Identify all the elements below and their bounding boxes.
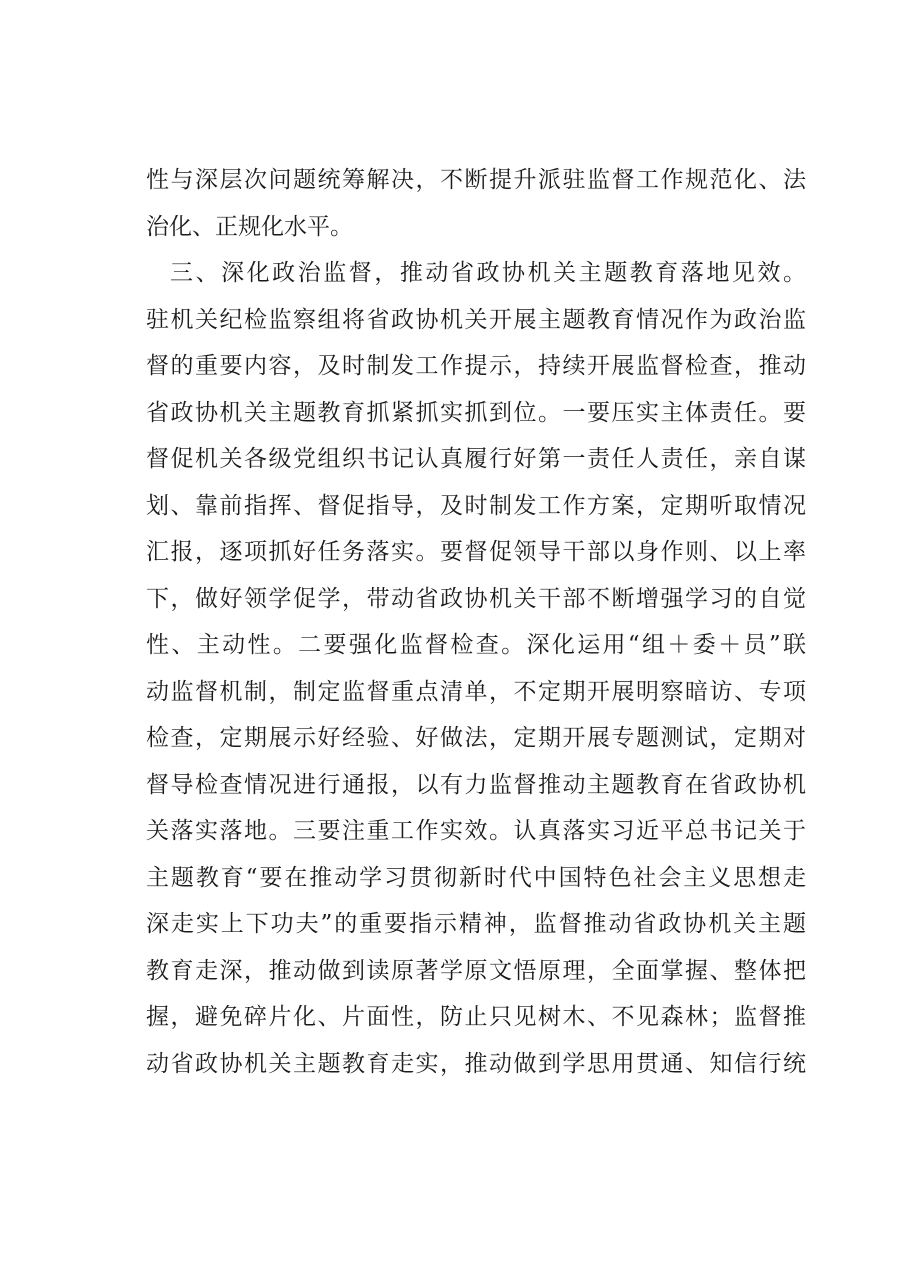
text-line: 关落实落地。三要注重工作实效。认真落实习近平总书记关于	[146, 818, 806, 844]
text-line: 动监督机制，制定监督重点清单，不定期开展明察暗访、专项	[146, 678, 806, 705]
text-line: 深走实上下功夫”的重要指示精神，监督推动省政协机关主题	[146, 911, 806, 937]
text-line: 性与深层次问题统筹解决，不断提升派驻监督工作规范化、法	[146, 167, 806, 193]
section-heading: 三、深化政治监督，推动省政协机关主题教育落地见效。	[170, 260, 806, 286]
text-line: 动省政协机关主题教育走实，推动做到学思用贯通、知信行统	[146, 1050, 806, 1077]
text-line: 主题教育“要在推动学习贯彻新时代中国特色社会主义思想走	[146, 864, 806, 891]
text-line: 教育走深，推动做到读原著学原文悟原理，全面掌握、整体把	[146, 957, 806, 984]
text-line: 性、主动性。二要强化监督检查。深化运用“组＋委＋员”联	[146, 632, 806, 658]
text-line: 督促机关各级党组织书记认真履行好第一责任人责任，亲自谋	[146, 446, 806, 472]
text-line: 汇报，逐项抓好任务落实。要督促领导干部以身作则、以上率	[146, 539, 806, 565]
text-line: 划、靠前指挥、督促指导，及时制发工作方案，定期听取情况	[146, 492, 806, 519]
text-line: 驻机关纪检监察组将省政协机关开展主题教育情况作为政治监	[146, 306, 806, 333]
text-line: 省政协机关主题教育抓紧抓实抓到位。一要压实主体责任。要	[146, 399, 806, 426]
body-text	[146, 157, 806, 1087]
text-line: 治化、正规化水平。	[146, 213, 353, 240]
text-line: 检查，定期展示好经验、好做法，定期开展专题测试，定期对	[146, 725, 806, 751]
text-line: 督的重要内容，及时制发工作提示，持续开展监督检查，推动	[146, 353, 806, 379]
text-line: 下，做好领学促学，带动省政协机关干部不断增强学习的自觉	[146, 585, 806, 612]
text-line: 握，避免碎片化、片面性，防止只见树木、不见森林；监督推	[146, 1004, 806, 1030]
text-line: 督导检查情况进行通报，以有力监督推动主题教育在省政协机	[146, 771, 806, 798]
